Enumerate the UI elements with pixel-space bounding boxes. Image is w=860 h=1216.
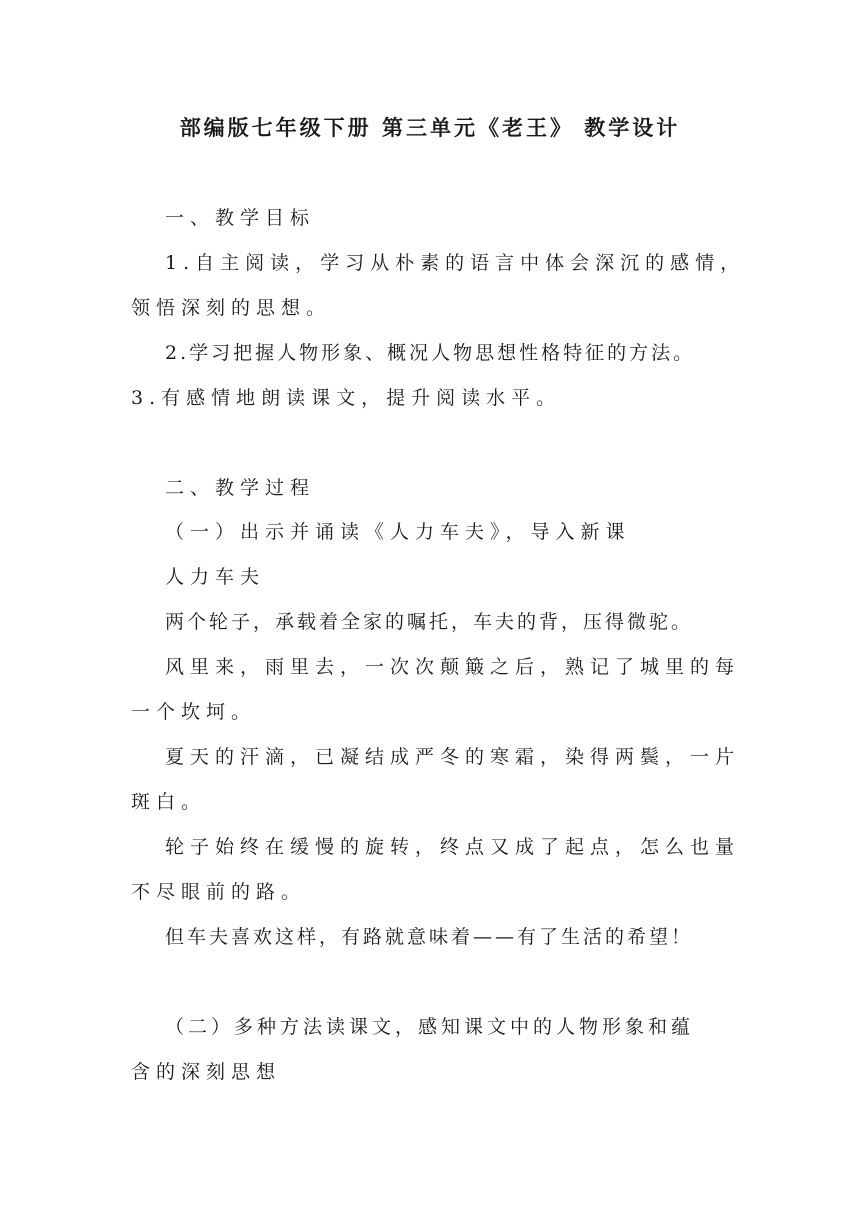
poem-line: 风里来，雨里去，一次次颠簸之后，熟记了城里的每 — [165, 656, 741, 678]
poem-line: 两个轮子，承载着全家的嘱托，车夫的背，压得微驼。 — [165, 611, 694, 633]
paragraph-line: 含的深刻思想 — [131, 1061, 282, 1083]
paragraph-line: 2.学习把握人物形象、概况人物思想性格特征的方法。 — [165, 342, 696, 364]
poem-line: 夏天的汗滴，已凝结成严冬的寒霜，染得两鬓，一片 — [165, 746, 741, 768]
paragraph-line: 3.有感情地朗读课文，提升阅读水平。 — [131, 387, 562, 409]
poem-line: 轮子始终在缓慢的旋转，终点又成了起点，怎么也量 — [165, 836, 741, 858]
poem-line: 一个坎坷。 — [131, 701, 257, 723]
section-heading-process: 二、教学过程 — [165, 477, 316, 499]
section-heading-objectives: 一、教学目标 — [165, 207, 316, 229]
document-title: 部编版七年级下册 第三单元《老王》 教学设计 — [179, 116, 681, 140]
poem-line: 斑白。 — [131, 791, 207, 813]
poem-line: 不尽眼前的路。 — [131, 881, 307, 903]
subsection-heading: （一）出示并诵读《人力车夫》，导入新课 — [165, 521, 631, 543]
subsection-heading: （二）多种方法读课文，感知课文中的人物形象和蕴 — [165, 1016, 695, 1038]
paragraph-line: 1.自主阅读，学习从朴素的语言中体会深沉的感情， — [165, 252, 746, 274]
poem-title: 人力车夫 — [165, 566, 266, 588]
poem-line: 但车夫喜欢这样，有路就意味着——有了生活的希望！ — [165, 926, 694, 948]
paragraph-line: 领悟深刻的思想。 — [131, 297, 332, 319]
